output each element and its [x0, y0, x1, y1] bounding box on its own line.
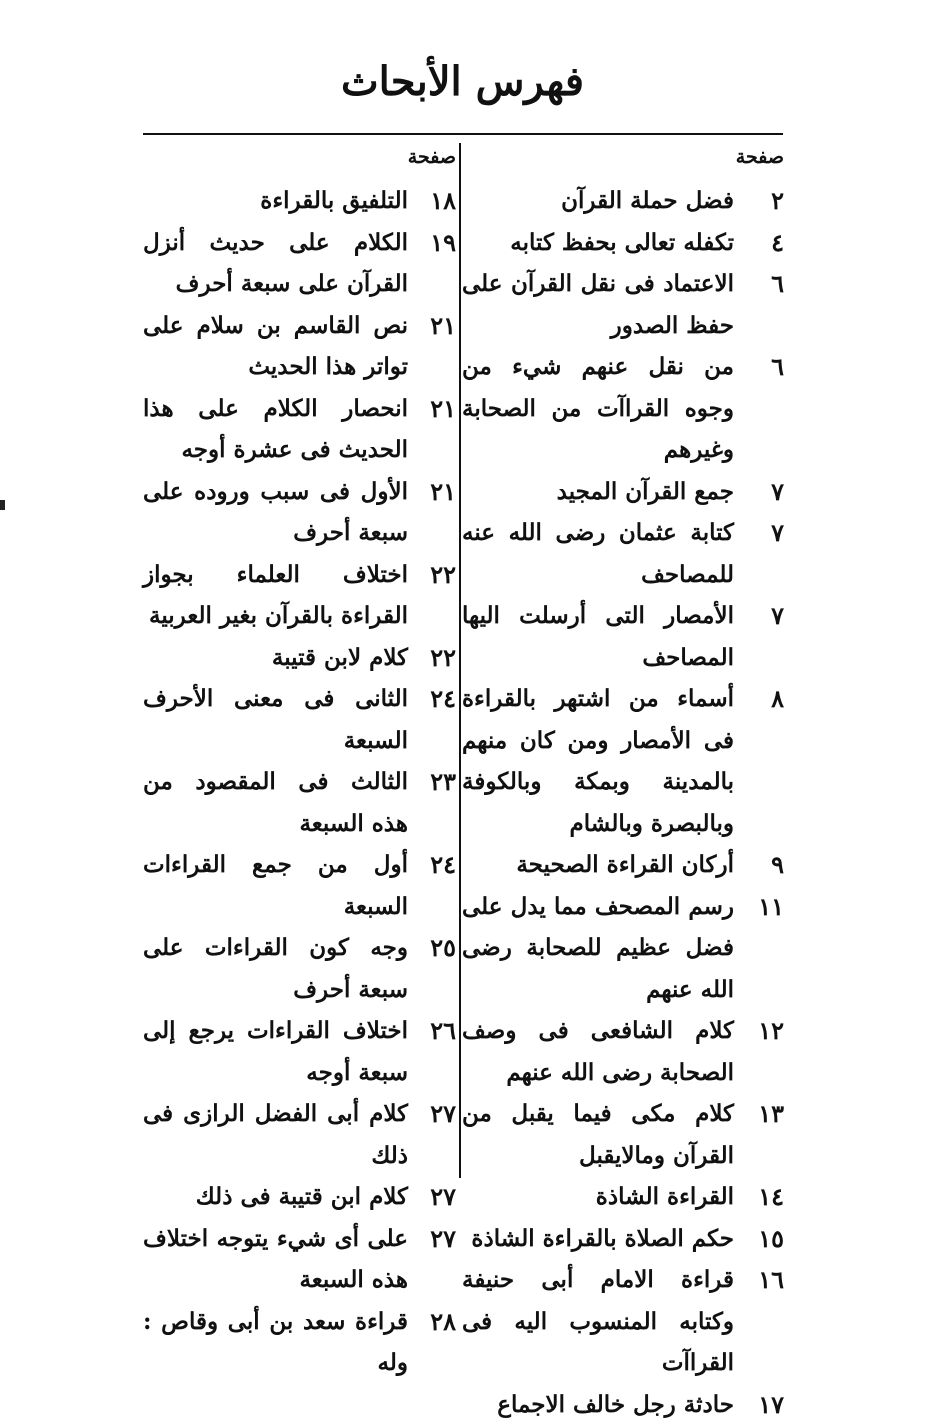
index-entry [462, 886, 784, 1011]
margin-mark [0, 500, 5, 510]
index-entry [143, 1093, 456, 1176]
index-entry [462, 471, 784, 513]
index-entry [143, 1301, 456, 1384]
entry-page-number: ٢٧ [412, 1218, 456, 1260]
column-separator [459, 143, 461, 1178]
entry-title: جمع القرآن المجيد [462, 471, 740, 513]
entry-title: أول من جمع القراءات السبعة [143, 844, 412, 927]
entry-page-number: ٢٤ [412, 678, 456, 720]
entry-page-number: ٢١ [412, 305, 456, 347]
entry-page-number: ٢٨ [412, 1301, 456, 1343]
entry-page-number: ٧ [740, 512, 784, 554]
left-entries [143, 180, 456, 1384]
entry-page-number: ١٥ [740, 1218, 784, 1260]
entry-title: كلام ابن قتيبة فى ذلك [143, 1176, 412, 1218]
entry-title: تكفله تعالى بحفظ كتابه [462, 222, 740, 264]
page-label-right: صفحة [462, 140, 784, 180]
index-entry [143, 1218, 456, 1301]
entry-page-number: ٨ [740, 678, 784, 720]
index-entry [462, 1010, 784, 1093]
index-entry [462, 180, 784, 222]
entry-title: قراءة سعد بن أبى وقاص : وله [143, 1301, 412, 1384]
entry-page-number: ٧ [740, 471, 784, 513]
entry-title: اختلاف العلماء بجواز القراءة بالقرآن بغير العربية [143, 554, 412, 637]
entry-title: كتابة عثمان رضى الله عنه للمصاحف [462, 512, 740, 595]
entry-page-number: ٩ [740, 844, 784, 886]
entry-title: قراءة الامام أبى حنيفة وكتابه المنسوب اليه فى القراآت [462, 1259, 740, 1384]
entry-page-number: ٢٥ [412, 927, 456, 969]
entry-title: التلفيق بالقراءة [143, 180, 412, 222]
entry-title: اختلاف القراءات يرجع إلى سبعة أوجه [143, 1010, 412, 1093]
entry-title: الاعتماد فى نقل القرآن على حفظ الصدور [462, 263, 740, 346]
index-entry [462, 1176, 784, 1218]
entry-title: أسماء من اشتهر بالقراءة فى الأمصار ومن كان منهم بالمدينة وبمكة وبالكوفة وبالبصرة وبالشام [462, 678, 740, 844]
entry-title: كلام أبى الفضل الرازى فى ذلك [143, 1093, 412, 1176]
page-label-left: صفحة [143, 140, 456, 180]
index-entry [462, 512, 784, 595]
entry-title: فضل حملة القرآن [462, 180, 740, 222]
index-entry [462, 222, 784, 264]
index-entry [462, 678, 784, 844]
entry-title: الأول فى سبب وروده على سبعة أحرف [143, 471, 412, 554]
index-entry [143, 761, 456, 844]
entry-title: كلام مكى فيما يقبل من القرآن ومالايقبل [462, 1093, 740, 1176]
index-entry [143, 927, 456, 1010]
index-entry [462, 1093, 784, 1176]
index-entry [143, 844, 456, 927]
entry-title: حادثة رجل خالف الاجماع [462, 1384, 740, 1425]
entry-page-number: ٢٦ [412, 1010, 456, 1052]
index-entry [143, 180, 456, 222]
entry-page-number: ١٩ [412, 222, 456, 264]
page-title: فهرس الأبحاث [0, 58, 925, 105]
entry-title: وجه كون القراءات على سبعة أحرف [143, 927, 412, 1010]
entry-page-number: ٢٢ [412, 637, 456, 679]
entry-page-number: ١٤ [740, 1176, 784, 1218]
entry-page-number: ٢٧ [412, 1093, 456, 1135]
index-entry [462, 1259, 784, 1384]
index-entry [143, 554, 456, 637]
entry-page-number: ١٨ [412, 180, 456, 222]
index-entry [462, 844, 784, 886]
entry-page-number: ١١ [740, 886, 784, 928]
entry-page-number: ٢١ [412, 388, 456, 430]
index-entry [143, 678, 456, 761]
entry-title: القراءة الشاذة [462, 1176, 740, 1218]
index-entry [462, 346, 784, 471]
entry-title: حكم الصلاة بالقراءة الشاذة [462, 1218, 740, 1260]
entry-title: كلام الشافعى فى وصف الصحابة رضى الله عنهم [462, 1010, 740, 1093]
index-entry [143, 1176, 456, 1218]
entry-title: رسم المصحف مما يدل على فضل عظيم للصحابة رضى الله عنهم [462, 886, 740, 1011]
entry-page-number: ١٢ [740, 1010, 784, 1052]
entry-title: الكلام على حديث أنزل القرآن على سبعة أحرف [143, 222, 412, 305]
index-entry [143, 222, 456, 305]
index-entry [143, 388, 456, 471]
entry-title: من نقل عنهم شيء من وجوه القراآت من الصحابة وغيرهم [462, 346, 740, 471]
index-entry [462, 263, 784, 346]
right-column [462, 140, 784, 1425]
entry-title: نص القاسم بن سلام على تواتر هذا الحديث [143, 305, 412, 388]
entry-page-number: ٢٢ [412, 554, 456, 596]
entry-title: الأمصار التى أرسلت اليها المصاحف [462, 595, 740, 678]
left-column [143, 140, 456, 1384]
entry-title: أركان القراءة الصحيحة [462, 844, 740, 886]
index-entry [143, 637, 456, 679]
index-entry [462, 1218, 784, 1260]
entry-title: الثانى فى معنى الأحرف السبعة [143, 678, 412, 761]
entry-page-number: ٢٤ [412, 844, 456, 886]
entry-title: انحصار الكلام على هذا الحديث فى عشرة أوجه [143, 388, 412, 471]
entry-page-number: ٦ [740, 263, 784, 305]
index-entry [462, 595, 784, 678]
entry-page-number: ٢١ [412, 471, 456, 513]
entry-page-number: ٤ [740, 222, 784, 264]
entry-page-number: ٧ [740, 595, 784, 637]
entry-page-number: ١٣ [740, 1093, 784, 1135]
entry-title: الثالث فى المقصود من هذه السبعة [143, 761, 412, 844]
entry-title: كلام لابن قتيبة [143, 637, 412, 679]
entry-page-number: ٢٧ [412, 1176, 456, 1218]
index-entry [143, 471, 456, 554]
entry-page-number: ٢٣ [412, 761, 456, 803]
index-entry [143, 1010, 456, 1093]
header-rule [143, 133, 783, 135]
entry-title: على أى شيء يتوجه اختلاف هذه السبعة [143, 1218, 412, 1301]
entry-page-number: ٦ [740, 346, 784, 388]
entry-page-number: ١٧ [740, 1384, 784, 1425]
index-entry [462, 1384, 784, 1425]
entry-page-number: ١٦ [740, 1259, 784, 1301]
index-entry [143, 305, 456, 388]
right-entries [462, 180, 784, 1425]
entry-page-number: ٢ [740, 180, 784, 222]
